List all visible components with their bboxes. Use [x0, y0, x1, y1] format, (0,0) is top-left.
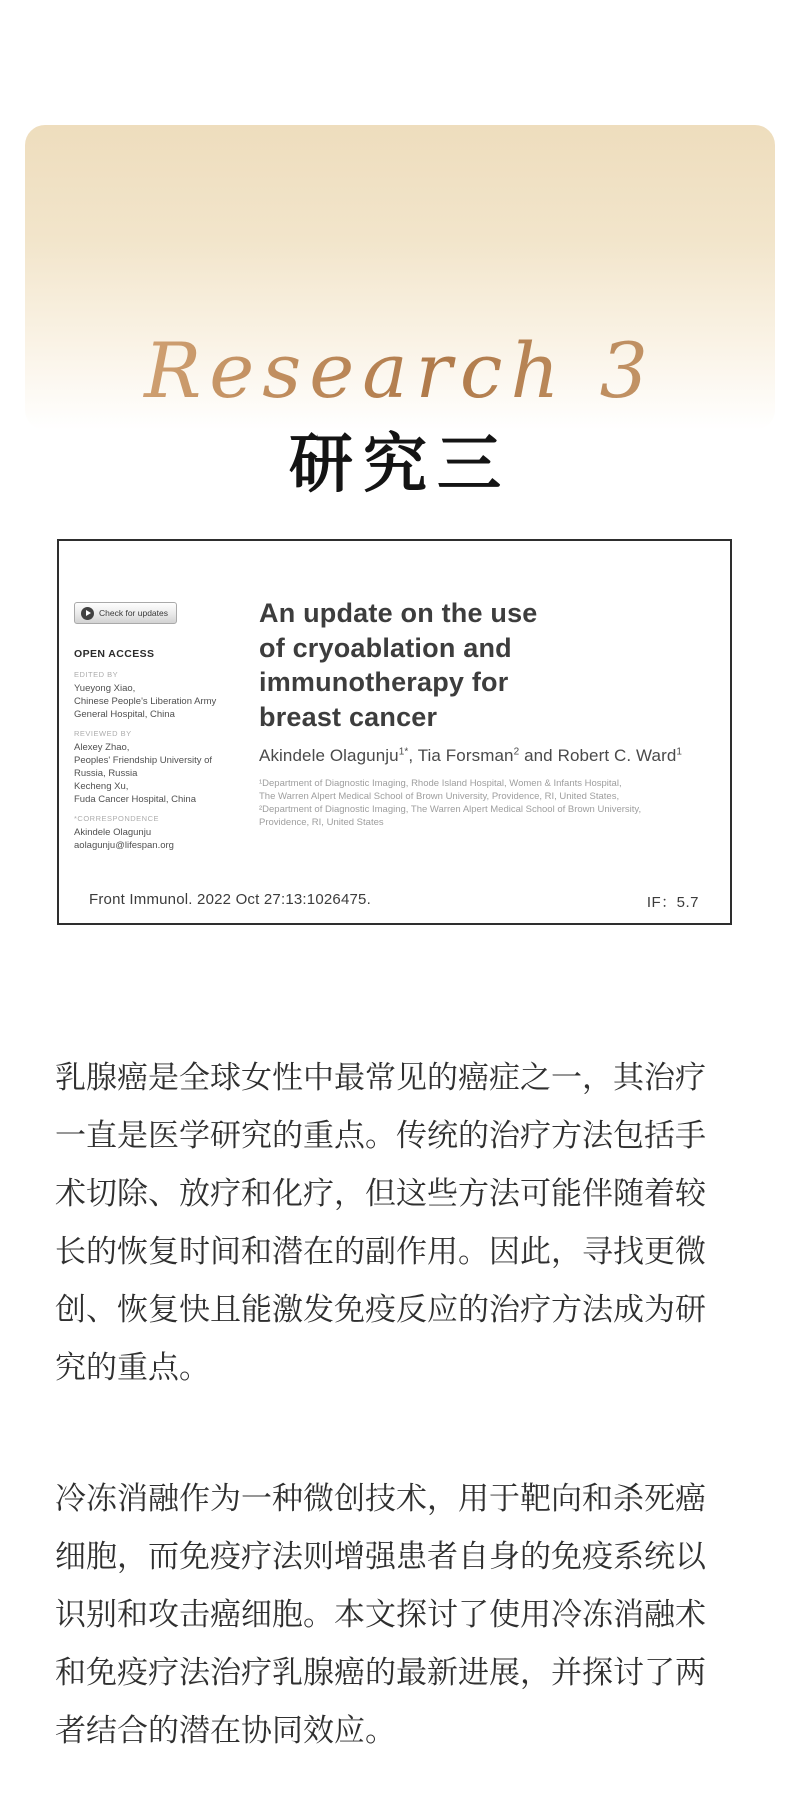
open-access-label: OPEN ACCESS: [74, 648, 155, 660]
author-superscript: 1*: [398, 746, 409, 758]
paper-meta-column: [74, 602, 254, 860]
author-name: Akindele Olagunju: [259, 746, 399, 765]
research-title-zh: 研究三: [289, 427, 511, 502]
affiliation-line: Providence, RI, United States: [259, 817, 384, 828]
author-name: Robert C. Ward: [557, 746, 677, 765]
editor-name: Yueyong Xiao,: [74, 683, 136, 694]
paragraph-cryoablation: 冷冻消融作为一种微创技术，用于靶向和杀死癌细胞，而免疫疗法则增强患者自身的免疫系统以识别和攻击癌细胞。本文探讨了使用冷冻消融术和免疫疗法治疗乳腺癌的最新进展，并探讨了两者结合的潜在协同效应。: [55, 1481, 706, 1748]
correspondence-heading: *CORRESPONDENCE: [74, 814, 160, 823]
impact-factor: IF：5.7: [646, 894, 699, 911]
affiliation-line: The Warren Alpert Medical School of Brown University, Providence, RI, United States,: [259, 791, 620, 802]
reviewer-affiliation: Russia, Russia: [74, 768, 138, 779]
reviewer-name: Alexey Zhao,: [74, 742, 130, 753]
paper-affiliations: [259, 777, 641, 829]
check-for-updates-button[interactable]: [74, 602, 177, 624]
research-title-en: Research 3: [25, 321, 775, 421]
paper-authors: [259, 746, 682, 766]
editor-affiliation: Chinese People's Liberation Army: [74, 696, 217, 707]
author-name: Tia Forsman: [417, 746, 514, 765]
correspondence-email: aolagunju@lifespan.org: [74, 840, 174, 851]
edited-by-group: [74, 670, 254, 721]
reviewer-name: Kecheng Xu,: [74, 781, 129, 792]
paper-title-line: of cryoablation and: [259, 632, 512, 663]
crossmark-circle-icon: [81, 607, 94, 620]
reviewed-by-group: [74, 729, 254, 806]
correspondence-name: Akindele Olagunju: [74, 827, 152, 838]
citation-text: Front Immunol. 2022 Oct 27:13:1026475.: [89, 891, 371, 908]
editor-affiliation: General Hospital, China: [74, 709, 175, 720]
affiliation-line: ²Department of Diagnostic Imaging, The Warren Alpert Medical School of Brown University,: [259, 804, 642, 815]
paper-title: [259, 596, 538, 734]
paper-title-line: An update on the use: [259, 598, 538, 628]
paper-snapshot: [57, 539, 732, 925]
author-separator: ,: [408, 746, 418, 765]
reviewer-affiliation: Fuda Cancer Hospital, China: [74, 794, 196, 805]
check-for-updates-label: Check for updates: [99, 608, 168, 618]
author-superscript: 1: [676, 746, 683, 758]
affiliation-line: ¹Department of Diagnostic Imaging, Rhode Island Hospital, Women & Infants Hospital,: [259, 778, 622, 789]
reviewer-affiliation: Peoples' Friendship University of: [74, 755, 213, 766]
edited-by-heading: EDITED BY: [74, 670, 119, 679]
paper-title-line: breast cancer: [259, 701, 438, 732]
reviewed-by-heading: REVIEWED BY: [74, 729, 132, 738]
paragraph-background: 乳腺癌是全球女性中最常见的癌症之一，其治疗一直是医学研究的重点。传统的治疗方法包括手术切除、放疗和化疗，但这些方法可能伴随着较长的恢复时间和潜在的副作用。因此，寻找更微创、恢复快且能激发免疫反应的治疗方法成为研究的重点。: [55, 1060, 706, 1385]
author-separator: and: [519, 746, 558, 765]
correspondence-group: [74, 814, 254, 852]
header-card: [25, 125, 775, 502]
paper-title-line: immunotherapy for: [259, 667, 509, 697]
author-superscript: 2: [513, 746, 520, 758]
